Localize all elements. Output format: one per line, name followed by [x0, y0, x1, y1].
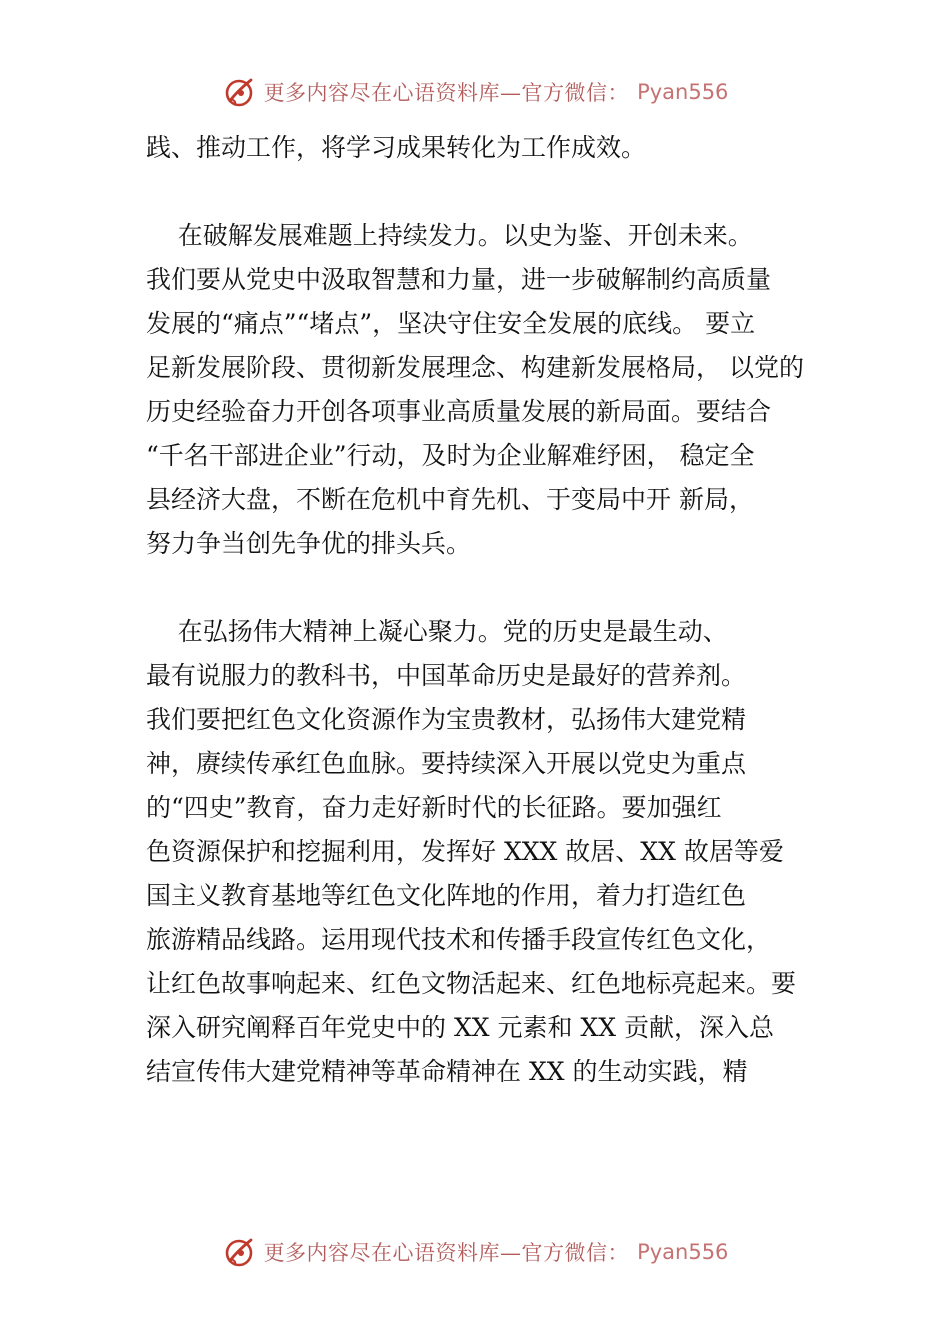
paragraph-intro	[146, 126, 836, 170]
text-line: 国主义教育基地等红色文化阵地的作用，着力打造红色	[146, 881, 747, 910]
banner-text: 更多内容尽在心语资料库—官方微信：	[263, 81, 630, 105]
text-line: 结宣传伟大建党精神等革命精神在 XX 的生动实践，精	[146, 1057, 748, 1086]
brush-pen-logo-icon	[222, 1235, 256, 1269]
text-line: 发展的“痛点”“堵点”，坚决守住安全发展的底线。 要立	[146, 309, 756, 338]
text-line: 践、推动工作，将学习成果转化为工作成效。	[146, 133, 647, 162]
banner-wechat-id: Pyan556	[637, 80, 729, 104]
text-line: 县经济大盘，不断在危机中育先机、于变局中开 新局，	[146, 485, 754, 514]
text-line: 的“四史”教育，奋力走好新时代的长征路。要加强红	[146, 793, 722, 822]
banner-wechat-id: Pyan556	[637, 1240, 729, 1264]
text-line: 我们要把红色文化资源作为宝贵教材，弘扬伟大建党精	[146, 705, 747, 734]
text-line: 在弘扬伟大精神上凝心聚力。党的历史是最生动、	[146, 617, 728, 646]
text-line: 色资源保护和挖掘利用，发挥好 XXX 故居、XX 故居等爱	[146, 837, 784, 866]
text-line: 在破解发展难题上持续发力。以史为鉴、开创未来。	[146, 221, 753, 250]
text-line: 让红色故事响起来、红色文物活起来、红色地标亮起来。要	[146, 969, 797, 998]
brush-pen-logo-icon	[222, 75, 256, 109]
text-line: 最有说服力的教科书，中国革命历史是最好的营养剂。	[146, 661, 747, 690]
text-line: “千名干部进企业”行动，及时为企业解难纾困， 稳定全	[146, 441, 755, 470]
paragraph-spirit	[146, 610, 836, 1094]
text-line: 努力争当创先争优的排头兵。	[146, 529, 472, 558]
footer-banner	[0, 1232, 950, 1272]
header-banner	[0, 72, 950, 112]
text-line: 历史经验奋力开创各项事业高质量发展的新局面。要结合	[146, 397, 772, 426]
text-line: 我们要从党史中汲取智慧和力量，进一步破解制约高质量	[146, 265, 772, 294]
text-line: 足新发展阶段、贯彻新发展理念、构建新发展格局， 以党的	[146, 353, 804, 382]
banner-text: 更多内容尽在心语资料库—官方微信：	[263, 1241, 630, 1265]
text-line: 神，赓续传承红色血脉。要持续深入开展以党史为重点	[146, 749, 747, 778]
text-line: 旅游精品线路。运用现代技术和传播手段宣传红色文化，	[146, 925, 772, 954]
text-line: 深入研究阐释百年党史中的 XX 元素和 XX 贡献，深入总	[146, 1013, 774, 1042]
paragraph-development	[146, 214, 836, 566]
